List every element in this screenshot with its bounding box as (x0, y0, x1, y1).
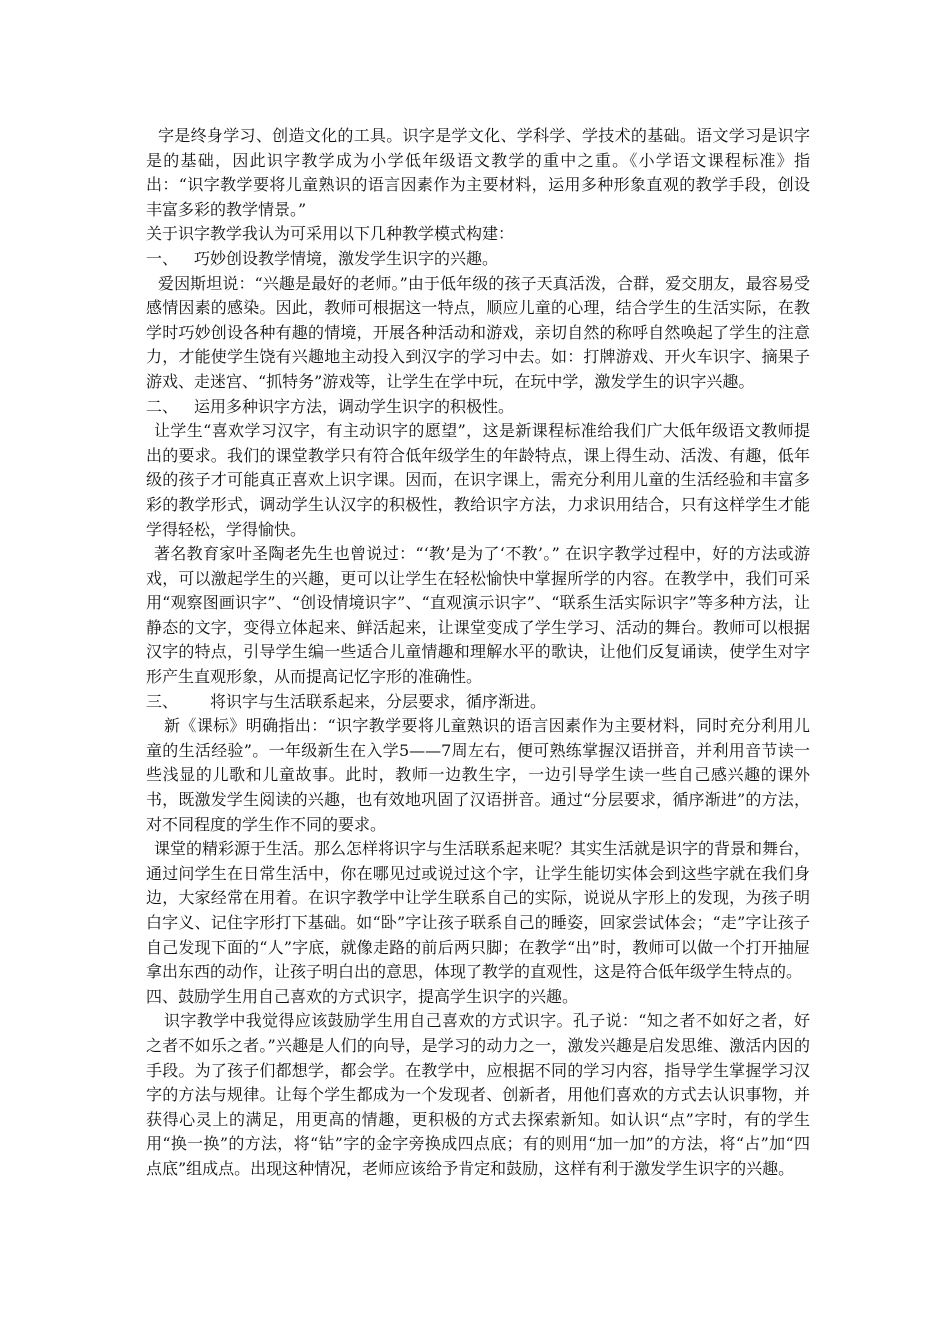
body-paragraph: 识字教学中我觉得应该鼓励学生用自己喜欢的方式识字。孔子说：“知之者不如好之者，好之者不如乐之者。”兴趣是人们的向导，是学习的动力之一，激发兴趣是启发思维、激活内因的手段。为了孩子们都想学，都会学。在教学中，应根据不同的学习内容，指导学生掌握学习汉字的方法与规律。让每个学生都成为一个发现者、创新者，用他们喜欢的方式去认识事物，并获得心灵上的满足，用更高的情趣，更积极的方式去探索新知。如认识“点”字时，有的学生用“换一换”的方法，将“钻”字的金字旁换成四点底；有的则用“加一加”的方法，将“占”加“四点底”组成点。出现这种情况，老师应该给予肯定和鼓励，这样有利于激发学生识字的兴趣。 (146, 1011, 810, 1178)
body-paragraph: 新《课标》明确指出：“识字教学要将儿童熟识的语言因素作为主要材料，同时充分利用儿童的生活经验”。一年级新生在入学5——7周左右，便可熟练掌握汉语拼音，并利用音节读一些浅显的儿歌和儿童故事。此时，教师一边教生字，一边引导学生读一些自己感兴趣的课外书，既激发学生阅读的兴趣，也有效地巩固了汉语拼音。通过“分层要求，循序渐进”的方法，对不同程度的学生作不同的要求。 (146, 716, 810, 834)
section-title: 巧妙创设教学情境，激发学生识字的兴趣。 (194, 248, 499, 268)
body-paragraph: 爱因斯坦说：“兴趣是最好的老师。”由于低年级的孩子天真活泼，合群，爱交朋友，最容易受感情因素的感染。因此，教师可根据这一特点，顺应儿童的心理，结合学生的生活实际，在教学时巧妙创设各种有趣的情境，开展各种活动和游戏，亲切自然的称呼自然唤起了学生的注意力，才能使学生饶有兴趣地主动投入到汉字的学习中去。如：打牌游戏、开火车识字、摘果子游戏、走迷宫、“抓特务”游戏等，让学生在学中玩，在玩中学，激发学生的识字兴趣。 (146, 273, 810, 391)
section-number: 三、 (146, 691, 179, 711)
body-paragraph: 让学生“喜欢学习汉字，有主动识字的愿望”，这是新课程标准给我们广大低年级语文教师提出的要求。我们的课堂教学只有符合低年级学生的年龄特点，课上得生动、活泼、有趣，低年级的孩子才可能真正喜欢上识字课。因而，在识字课上，需充分利用儿童的生活经验和丰富多彩的教学形式，调动学生认汉字的积极性，教给识字方法，力求识用结合，只有这样学生才能学得轻松，学得愉快。 (146, 421, 810, 539)
section-heading-4 (146, 985, 810, 1010)
document-page (146, 124, 810, 1182)
section-title: 鼓励学生用自己喜欢的方式识字，提高学生识字的兴趣。 (178, 986, 579, 1006)
section-heading-2 (146, 395, 810, 420)
section-heading-3 (146, 690, 810, 715)
body-paragraph: 著名教育家叶圣陶老先生也曾说过：“‘教’是为了‘不教’。” 在识字教学过程中，好的方法或游戏，可以激起学生的兴趣，更可以让学生在轻松愉快中掌握所学的内容。在教学中，我们可采用“观察图画识字”、“创设情境识字”、“直观演示识字”、“联系生活实际识字”等多种方法，让静态的文字，变得立体起来、鲜活起来，让课堂变成了学生学习、活动的舞台。教师可以根据汉字的特点，引导学生编一些适合儿童情趣和理解水平的歌诀，让他们反复诵读，使学生对字形产生直观形象，从而提高记忆字形的准确性。 (146, 544, 810, 687)
section-title: 将识字与生活联系起来，分层要求，循序渐进。 (210, 691, 547, 711)
body-paragraph: 课堂的精彩源于生活。那么怎样将识字与生活联系起来呢？其实生活就是识字的背景和舞台，通过问学生在日常生活中，你在哪见过或说过这个字，让学生能切实体会到这些字就在我们身边，大家经常在用着。在识字教学中让学生联系自己的实际，说说从字形上的发现，为孩子明白字义、记住字形打下基础。如“卧”字让孩子联系自己的睡姿，回家尝试体会；“走”字让孩子自己发现下面的“人”字底，就像走路的前后两只脚；在教学“出”时，教师可以做一个打开抽屉拿出东西的动作，让孩子明白出的意思，体现了教学的直观性，这是符合低年级学生特点的。 (146, 839, 811, 982)
section-number: 一、 (146, 248, 179, 268)
intro-paragraph: 字是终身学习、创造文化的工具。识字是学文化、学科学、学技术的基础。语文学习是识字是的基础，因此识字教学成为小学低年级语文教学的重中之重。《小学语文课程标准》指出：“识字教学要将儿童熟识的语言因素作为主要材料，运用多种形象直观的教学手段，创设丰富多彩的教学情景。” (146, 126, 810, 219)
section-number: 二、 (146, 396, 179, 416)
section-heading-1 (146, 247, 810, 272)
section-number: 四、 (146, 986, 179, 1006)
section-title: 运用多种识字方法，调动学生识字的积极性。 (194, 396, 515, 416)
lead-paragraph: 关于识字教学我认为可采用以下几种教学模式构建： (146, 224, 515, 244)
